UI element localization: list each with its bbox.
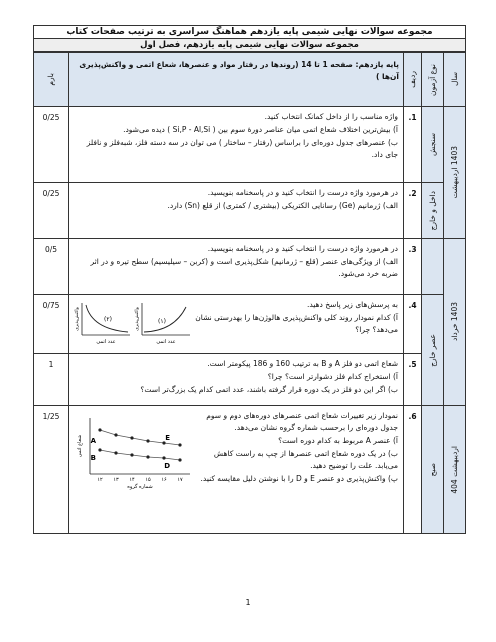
table-row	[34, 295, 466, 354]
data-point	[162, 456, 165, 459]
question-score: 0/5	[34, 239, 69, 295]
data-point	[130, 453, 133, 456]
header-exam-type: نوع آزمون	[422, 53, 444, 107]
graph-panel-1	[134, 303, 190, 345]
question-page	[33, 25, 466, 534]
panel-2-ylabel: واکنش‌پذیری	[75, 307, 80, 331]
question-number: 4.	[404, 295, 422, 354]
header-row-number: ردیف	[404, 53, 422, 107]
page-subtitle: مجموعه سوالات نهایی شیمی پایه یازدهم، فصل اول	[33, 39, 466, 52]
atomic-radius-graph	[74, 410, 194, 494]
x-tick: ۱۷	[177, 477, 183, 483]
data-point	[146, 439, 149, 442]
question-number: 6.	[404, 406, 422, 534]
exam-cell-empty	[422, 239, 444, 295]
point-label-E: E	[165, 434, 170, 442]
header-year: سال	[444, 53, 466, 107]
table-row	[34, 239, 466, 295]
exam-cell: صبح	[422, 406, 444, 534]
question-number: 2.	[404, 183, 422, 239]
point-label-B: B	[90, 454, 96, 462]
table-header-row	[34, 53, 466, 107]
exam-cell: عصر خارج	[422, 295, 444, 406]
question-score: 0/75	[34, 295, 69, 354]
question-text: نمودار زیر تغییرات شعاع اتمی عنصرهای دوره‌های دوم و سوم جدول دوره‌ای را برحسب شماره گروه نشان می‌دهد. آ) عنصر A مربوط به کدام دوره است؟ ب) در یک دوره شعاع اتمی عنصرها از چپ به راست کاهش می‌یابد. علت را توضیح دهید. پ) واکنش‌پذیری دو عنصر E و D را با نوشتن دلیل مقایسه کنید. شعاع اتمی شماره گروه ۱۲ ۱۳ ۱۴ ۱۵ ۱۶ ۱۷ A B E D	[69, 406, 404, 534]
data-point	[178, 458, 181, 461]
exam-cell: سنجش	[422, 107, 444, 183]
data-point	[130, 436, 133, 439]
panel-2-xlabel: عدد اتمی	[96, 339, 116, 345]
table-row	[34, 354, 466, 406]
table-row	[34, 406, 466, 534]
x-tick: ۱۳	[113, 477, 119, 483]
question-text: شعاع اتمی دو فلز A و B به ترتیب 160 و 186 پیکومتر است. آ) استخراج کدام فلز دشوارتر است؟ چرا؟ ب) اگر این دو فلز در یک دوره قرار گرفته باشند، عدد اتمی کدام یک بزرگ‌تر است؟	[69, 354, 404, 406]
graph-xlabel: شماره گروه	[127, 484, 153, 490]
header-score: بارم	[34, 53, 69, 107]
lower-series-line	[100, 450, 180, 460]
question-text: در هرمورد واژه درست را انتخاب کنید و در پاسخنامه بنویسید. الف) از ویژگی‌های عنصر (قلع – ژرمانیم) شکل‌پذیری است و (کربن – سیلیسیم) سطح تیره و در اثر ضربه خرد می‌شود.	[69, 239, 404, 295]
data-point	[114, 451, 117, 454]
panel-1-label: (۱)	[158, 318, 166, 325]
point-label-D: D	[164, 462, 170, 470]
graph-ylabel: شعاع اتمی	[77, 434, 83, 458]
x-tick: ۱۶	[161, 477, 167, 483]
x-tick: ۱۵	[145, 477, 151, 483]
questions-table	[33, 52, 466, 534]
graph-panel-2	[74, 303, 130, 345]
question-score: 1/25	[34, 406, 69, 534]
page-title: مجموعه سوالات نهایی شیمی پایه یازدهم هماهنگ سراسری به ترتیب صفحات کتاب	[33, 25, 466, 39]
question-text: به پرسش‌های زیر پاسخ دهید. آ) کدام نمودار روند کلی واکنش‌پذیری هالوژن‌ها را بهدرستی نشان می‌دهد؟ چرا؟ (۱) عدد اتمی واکنش‌پذیری (۲) عدد اتمی واکنش‌پذیری	[69, 295, 404, 354]
panel-1-ylabel: واکنش‌پذیری	[135, 307, 140, 331]
question-number: 1.	[404, 107, 422, 183]
year-cell: اردیبهشت 404	[444, 406, 466, 534]
table-row	[34, 183, 466, 239]
data-point	[178, 443, 181, 446]
data-point	[98, 428, 101, 431]
panel-2-label: (۲)	[104, 316, 112, 323]
data-point	[98, 448, 101, 451]
data-point	[146, 455, 149, 458]
question-score: 0/25	[34, 183, 69, 239]
question-text: واژه مناسب را از داخل کمانک انتخاب کنید. آ) بیش‌ترین اختلاف شعاع اتمی میان عناصر دورۀ سوم بین ( Si,P - Al,Si ) دیده می‌شود. ب) عنصرهای جدول دوره‌ای را براساس (رفتار – ساختار ) می توان در سه دسته فلز، شبه‌فلز و نافلز جای داد.	[69, 107, 404, 183]
point-label-A: A	[90, 437, 96, 445]
x-tick: ۱۲	[97, 477, 103, 483]
question-score: 1	[34, 354, 69, 406]
question-text: در هرمورد واژه درست را انتخاب کنید و در پاسخنامه بنویسید. الف) ژرمانیم (Ge) رسانایی الکتریکی (بیشتری / کمتری) از قلع (Sn) دارد.	[69, 183, 404, 239]
question-number: 5.	[404, 354, 422, 406]
panel-1-xlabel: عدد اتمی	[156, 339, 176, 345]
year-cell: 1403 اردیبهشت	[444, 107, 466, 239]
header-topic: پایه یازدهم: صفحه 1 تا 14 (روندها در رفتار مواد و عنصرها، شعاع اتمی و واکنش‌پذیری آن‌ها )	[69, 53, 404, 107]
exam-cell: داخل و خارج	[422, 183, 444, 239]
year-cell: 1403 خرداد	[444, 239, 466, 406]
question-score: 0/25	[34, 107, 69, 183]
page-number: 1	[245, 598, 251, 607]
x-tick: ۱۴	[129, 477, 135, 483]
data-point	[114, 433, 117, 436]
reactivity-graphs-figure	[74, 299, 194, 349]
question-number: 3.	[404, 239, 422, 295]
table-row	[34, 107, 466, 183]
